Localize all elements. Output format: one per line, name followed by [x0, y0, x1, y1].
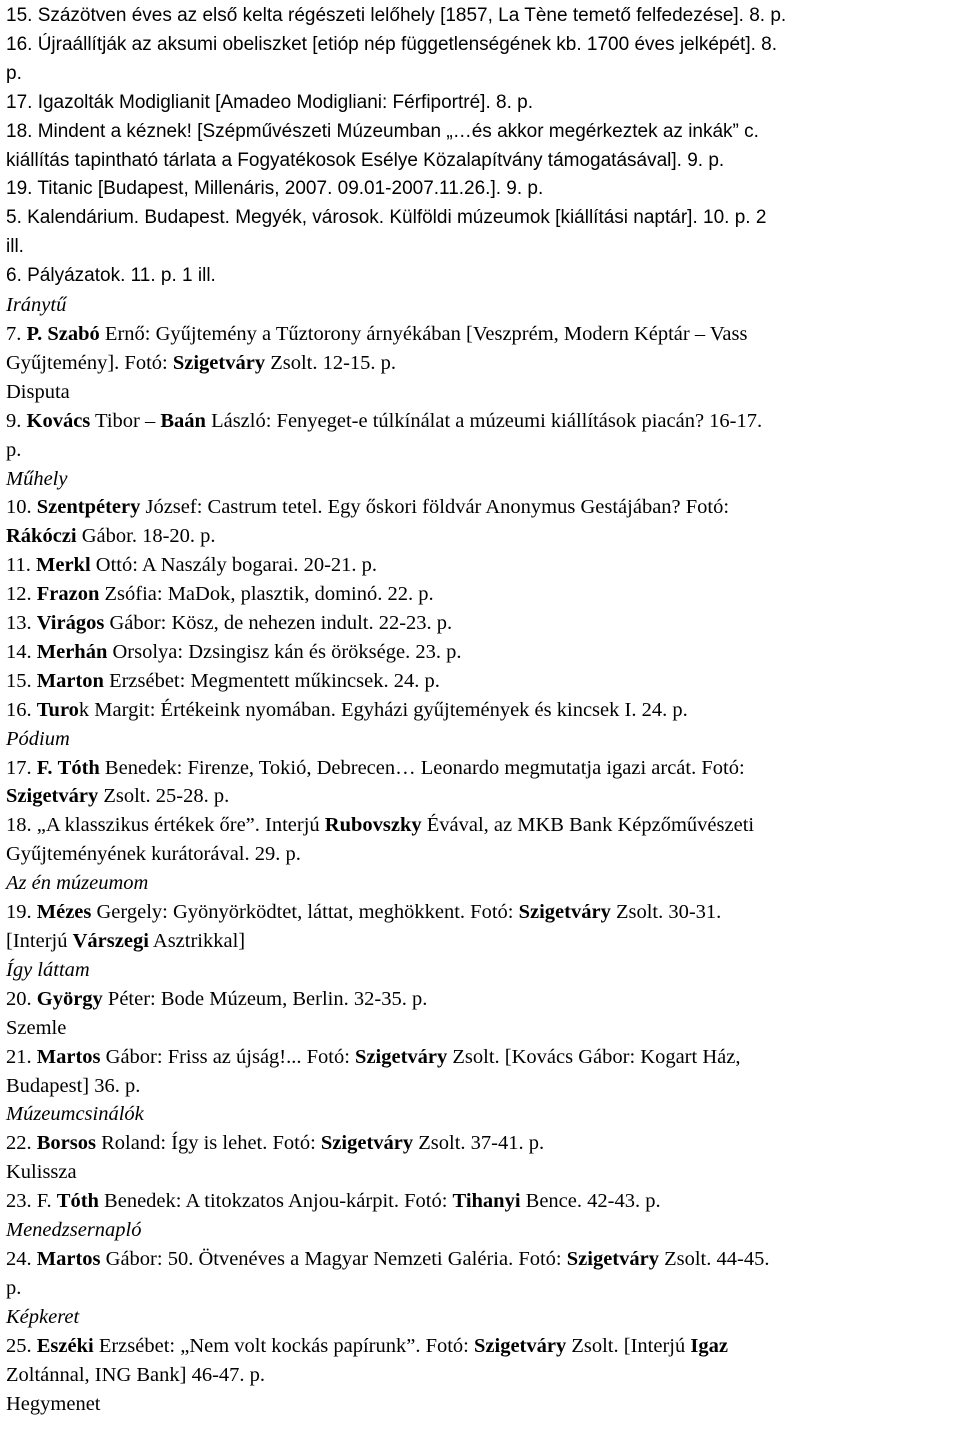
text-segment: 20. [6, 987, 37, 1010]
text-segment: Gábor: Kösz, de nehezen indult. 22-23. p. [104, 612, 453, 635]
author-name: Mézes [36, 901, 92, 924]
author-name: Tóth [56, 1190, 99, 1213]
text-segment: Disputa [6, 380, 70, 403]
text-line [6, 118, 954, 147]
text-line [6, 985, 954, 1014]
text-line [6, 725, 954, 754]
text-segment: 18. Mindent a kéznek! [Szépművészeti Múzeumban „…és akkor megérkeztek az inkák” c. [6, 120, 759, 142]
author-name: Turo [36, 698, 79, 721]
text-line [6, 956, 954, 985]
text-segment: 19. [6, 901, 37, 924]
section-heading: Műhely [6, 467, 68, 490]
text-segment: Szemle [6, 1016, 67, 1039]
author-name: Merkl [36, 554, 91, 577]
author-name: Virágos [36, 612, 105, 635]
author-name: Várszegi [72, 930, 149, 952]
text-line [6, 898, 954, 927]
text-segment: k Margit: Értékeink nyomában. Egyházi gyűjtemények és kincsek I. 24. p. [78, 698, 688, 721]
text-segment: p. [6, 62, 22, 84]
author-name: Borsos [36, 1132, 96, 1155]
text-segment: Roland: Így is lehet. Fotó: [95, 1132, 321, 1155]
author-name: Merhán [36, 640, 108, 663]
text-segment: 16. [6, 698, 37, 721]
text-segment: 7. [6, 322, 27, 345]
section-heading: Menedzsernapló [6, 1219, 142, 1242]
text-segment: Zsolt. 44-45. [658, 1247, 770, 1270]
text-segment: 9. [6, 409, 27, 432]
text-segment: Benedek: Firenze, Tokió, Debrecen… Leonardo megmutatja igazi arcát. Fotó: [99, 756, 745, 779]
author-name: Szigetváry [172, 351, 266, 374]
text-segment: Hegymenet [6, 1392, 101, 1415]
text-line [6, 522, 954, 551]
text-segment: Gyűjteményének kurátorával. 29. p. [6, 843, 301, 866]
text-segment: 15. Százötven éves az első kelta régészeti lelőhely [1857, La Tène temető felfedezése]. 8. p. [6, 5, 787, 26]
text-line [6, 1014, 954, 1043]
author-name: Kovács [26, 409, 91, 432]
author-name: Marton [36, 669, 104, 692]
section-heading: Az én múzeumom [6, 872, 149, 895]
text-segment: 10. [6, 496, 37, 519]
author-name: Szigetváry [474, 1334, 567, 1357]
text-segment: 5. Kalendárium. Budapest. Megyék, városok. Külföldi múzeumok [kiállítási naptár]. 10. p. 2 [6, 207, 767, 229]
text-segment: Gábor: Friss az újság!... Fotó: [100, 1045, 356, 1068]
text-line [6, 1361, 954, 1390]
author-name: Szigetváry [566, 1247, 659, 1270]
author-name: Szigetváry [355, 1045, 448, 1068]
text-segment: 23. F. [6, 1190, 57, 1213]
text-segment: Zsolt. 30-31. [610, 901, 722, 924]
text-segment: Zsófia: MaDok, plasztik, dominó. 22. p. [99, 583, 434, 606]
text-segment: 14. [6, 640, 37, 663]
text-line [6, 320, 954, 349]
text-line [6, 493, 954, 522]
text-segment: 24. [6, 1247, 37, 1270]
section-heading: Így láttam [6, 958, 90, 981]
text-segment: Gergely: Gyönyörködtet, láttat, meghökkent. Fotó: [91, 901, 519, 924]
author-name: Martos [36, 1247, 101, 1270]
text-line [6, 927, 954, 956]
text-line [6, 291, 954, 320]
text-line [6, 1332, 954, 1361]
text-segment: Bence. 42-43. p. [520, 1190, 661, 1213]
text-segment: Zsolt. [Interjú [566, 1334, 691, 1357]
text-segment: 12. [6, 583, 37, 606]
text-line [6, 436, 954, 465]
text-line [6, 1303, 954, 1332]
text-line [6, 869, 954, 898]
author-name: Szabó [47, 322, 100, 345]
text-segment: p. [6, 1276, 22, 1299]
text-line [6, 2, 954, 31]
text-line [6, 60, 954, 89]
author-name: Rákóczi [6, 525, 77, 548]
author-name: Szigetváry [6, 785, 99, 808]
author-name: Igaz [690, 1334, 728, 1357]
text-line [6, 204, 954, 233]
section-heading: Pódium [6, 727, 70, 750]
text-line [6, 667, 954, 696]
text-line [6, 811, 954, 840]
text-line [6, 465, 954, 494]
author-name: Frazon [36, 583, 100, 606]
text-line [6, 1129, 954, 1158]
text-segment: Zsolt. 25-28. p. [98, 785, 230, 808]
text-segment: Tibor – [90, 409, 161, 432]
text-segment: Ernő: Gyűjtemény a Tűztorony árnyékában [Veszprém, Modern Képtár – Vass [99, 322, 748, 345]
text-segment: 15. [6, 669, 37, 692]
text-segment: 19. Titanic [Budapest, Millenáris, 2007. 09.01-2007.11.26.]. 9. p. [6, 178, 544, 200]
text-segment: Erzsébet: Megmentett műkincsek. 24. p. [103, 669, 440, 692]
text-line [6, 349, 954, 378]
author-name: Rubovszky [324, 814, 422, 837]
text-segment: kiállítás tapintható tárlata a Fogyatékosok Esélye Közalapítvány támogatásával]. 9. p. [6, 149, 725, 171]
section-heading: Iránytű [6, 294, 67, 317]
text-line [6, 175, 954, 204]
text-line [6, 1072, 954, 1101]
text-segment: Péter: Bode Múzeum, Berlin. 32-35. p. [102, 987, 428, 1010]
text-segment: József: Castrum tetel. Egy őskori földvár Anonymus Gestájában? Fotó: [140, 496, 730, 519]
text-line [6, 754, 954, 783]
text-segment: Kulissza [6, 1161, 77, 1184]
text-line [6, 407, 954, 436]
text-line [6, 1245, 954, 1274]
text-segment: Gábor. 18-20. p. [76, 525, 216, 548]
text-line [6, 1274, 954, 1303]
text-segment: Gyűjtemény]. Fotó: [6, 351, 173, 374]
text-segment: Orsolya: Dzsingisz kán és öröksége. 23. p. [107, 640, 462, 663]
text-line [6, 840, 954, 869]
text-line [6, 31, 954, 60]
author-name: Szigetváry [518, 901, 611, 924]
text-segment: 16. Újraállítják az aksumi obeliszket [etióp nép függetlenségének kb. 1700 éves jelképét]. 8. [6, 33, 778, 55]
text-segment: 17. [6, 756, 37, 779]
text-segment: Évával, az MKB Bank Képzőművészeti [421, 814, 755, 837]
text-line [6, 1100, 954, 1129]
text-line [6, 1216, 954, 1245]
text-line [6, 1043, 954, 1072]
text-segment: 25. [6, 1334, 37, 1357]
text-segment: Zoltánnal, ING Bank] 46-47. p. [6, 1363, 266, 1386]
text-line [6, 551, 954, 580]
text-line [6, 638, 954, 667]
author-name: György [36, 987, 103, 1010]
text-line [6, 782, 954, 811]
text-line [6, 580, 954, 609]
text-line [6, 147, 954, 176]
text-segment: 11. [6, 554, 36, 577]
author-name: Szentpétery [36, 496, 141, 519]
author-name: Eszéki [36, 1334, 94, 1357]
text-segment: Gábor: 50. Ötvenéves a Magyar Nemzeti Galéria. Fotó: [100, 1247, 567, 1270]
text-segment: Zsolt. 12-15. p. [265, 351, 397, 374]
text-segment: 21. [6, 1045, 37, 1068]
text-segment: 17. Igazolták Modiglianit [Amadeo Modigliani: Férfiportré]. 8. p. [6, 91, 533, 113]
text-segment: ill. [6, 236, 24, 258]
author-name: P. [26, 322, 43, 345]
text-segment: Zsolt. [Kovács Gábor: Kogart Ház, [447, 1045, 741, 1068]
author-name: Tihanyi [452, 1190, 521, 1213]
text-line [6, 1158, 954, 1187]
section-heading: Múzeumcsinálók [6, 1103, 144, 1126]
text-segment: 22. [6, 1132, 37, 1155]
text-segment: Erzsébet: „Nem volt kockás papírunk”. Fotó: [93, 1334, 474, 1357]
text-segment: 6. Pályázatok. 11. p. 1 ill. [6, 265, 216, 287]
author-name: Baán [160, 409, 206, 432]
text-segment: p. [6, 438, 22, 461]
text-segment: Asztrikkal] [148, 930, 246, 952]
text-line [6, 1390, 954, 1419]
text-line [6, 1187, 954, 1216]
text-segment: Zsolt. 37-41. p. [413, 1132, 545, 1155]
text-segment: 18. „A klasszikus értékek őre”. Interjú [6, 814, 325, 837]
text-segment: Benedek: A titokzatos Anjou-kárpit. Fotó: [98, 1190, 453, 1213]
text-line [6, 233, 954, 262]
text-line [6, 89, 954, 118]
text-segment: Budapest] 36. p. [6, 1074, 141, 1097]
section-heading: Képkeret [6, 1305, 80, 1328]
author-name: Tóth [57, 756, 100, 779]
author-name: Szigetváry [320, 1132, 414, 1155]
text-line [6, 378, 954, 407]
text-segment: 13. [6, 612, 37, 635]
author-name: F. [36, 756, 53, 779]
text-segment: [Interjú [6, 930, 73, 952]
text-segment: László: Fenyeget-e túlkínálat a múzeumi kiállítások piacán? 16-17. [205, 409, 763, 432]
text-line [6, 609, 954, 638]
text-line [6, 696, 954, 725]
text-line [6, 262, 954, 291]
author-name: Martos [36, 1045, 101, 1068]
text-segment: Ottó: A Naszály bogarai. 20-21. p. [90, 554, 378, 577]
